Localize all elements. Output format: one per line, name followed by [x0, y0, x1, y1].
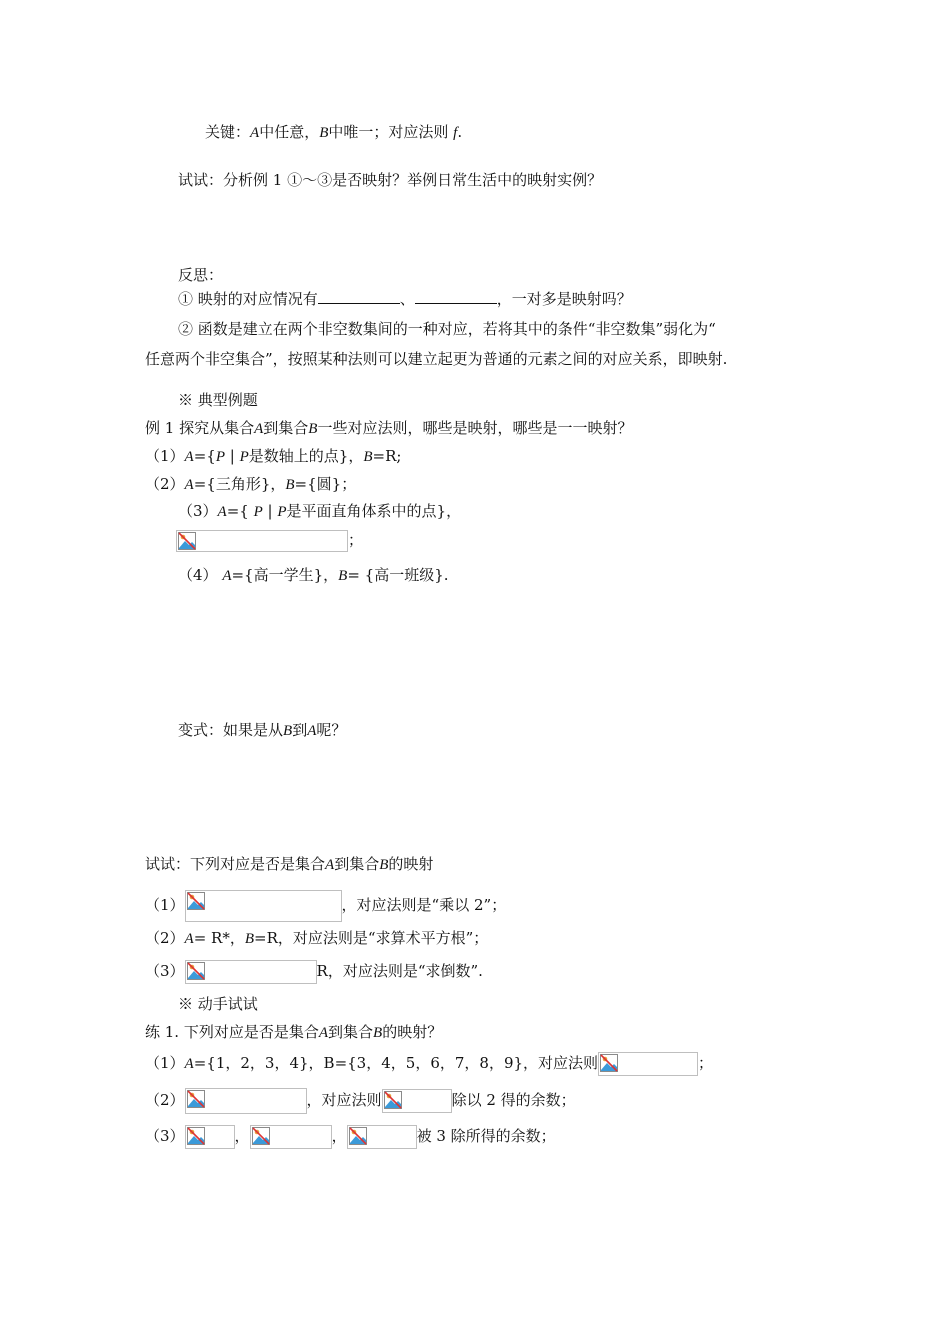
var-b: B	[244, 931, 255, 947]
var-p: P	[253, 504, 263, 520]
text: （2）	[145, 475, 185, 493]
broken-image-placeholder	[347, 1125, 417, 1149]
var-b: B	[308, 421, 318, 437]
var-b: B	[363, 449, 373, 465]
text: ，一对多是映射吗？	[496, 290, 632, 308]
practice1-title	[145, 1022, 442, 1043]
example1-item3-formula	[176, 530, 363, 552]
broken-image-icon	[187, 962, 205, 980]
example1-item4	[178, 565, 449, 586]
reflect-title	[178, 265, 223, 285]
text: 除以 2 得的余数；	[451, 1091, 576, 1109]
text: 一些对应法则，哪些是映射，哪些是一一映射？	[317, 419, 633, 437]
var-a: A	[184, 931, 194, 947]
text: ，	[331, 1127, 347, 1145]
example1-item2	[145, 474, 356, 495]
try2-item2	[145, 928, 488, 949]
try2-item3	[145, 960, 483, 984]
broken-image-icon	[187, 1090, 205, 1108]
text: （2）	[145, 929, 185, 947]
text: |	[225, 447, 240, 465]
text: =R;	[372, 447, 402, 465]
text: R，对应法则是“求倒数”.	[316, 962, 483, 980]
example1-item3	[178, 501, 461, 522]
var-f: f	[453, 125, 458, 141]
text: 到集合	[263, 419, 309, 437]
broken-image-icon	[252, 1127, 270, 1145]
fill-blank[interactable]	[415, 289, 497, 304]
var-a: A	[217, 504, 227, 520]
text: ={三角形}，	[193, 475, 286, 493]
text: 呢？	[316, 721, 347, 739]
var-b: B	[319, 125, 329, 141]
text: ={圆}；	[294, 475, 357, 493]
text: （1）	[145, 1054, 185, 1072]
text: 关键：	[205, 123, 251, 141]
text: 的映射？	[382, 1023, 443, 1041]
try2-item1	[145, 890, 506, 922]
text: 练 1. 下列对应是否是集合	[145, 1023, 319, 1041]
text: 被 3 除所得的余数；	[416, 1127, 556, 1145]
text: ={高一学生}，	[231, 566, 339, 584]
broken-image-icon	[349, 1127, 367, 1145]
text: .	[457, 123, 463, 141]
var-b: B	[379, 857, 389, 873]
var-a: A	[222, 568, 232, 584]
text: （4）	[178, 566, 223, 584]
var-a: A	[307, 723, 317, 739]
broken-image-placeholder	[250, 1125, 332, 1149]
section-heading: ※ 典型例题	[178, 391, 258, 409]
key-line	[205, 122, 462, 143]
text: ，对应法则是“乘以 2”；	[341, 896, 507, 914]
text: =R，对应法则是“求算术平方根”；	[254, 929, 489, 947]
text: （3）	[178, 502, 218, 520]
var-a: A	[250, 125, 260, 141]
text: 例 1 探究从集合	[145, 419, 255, 437]
var-a: A	[184, 477, 194, 493]
text: （3）	[145, 962, 185, 980]
var-a: A	[254, 421, 264, 437]
text: （1）	[145, 896, 185, 914]
text: 到集合	[328, 1023, 374, 1041]
reflect-item2	[178, 319, 716, 339]
text: 是平面直角体系中的点}，	[286, 502, 462, 520]
text: ={1，2，3，4}，B={3，4，5，6，7，8，9}，对应法则	[193, 1054, 599, 1072]
text: 到	[292, 721, 308, 739]
text: 变式：如果是从	[178, 721, 284, 739]
text: 中唯一；对应法则	[328, 123, 449, 141]
text: ；	[698, 1054, 714, 1072]
var-b: B	[285, 477, 295, 493]
text: 反思：	[178, 266, 224, 284]
text: = R*，	[193, 929, 245, 947]
text: ，对应法则	[306, 1091, 382, 1109]
text: 是数轴上的点}，	[248, 447, 364, 465]
var-p: P	[215, 449, 226, 465]
broken-image-placeholder	[185, 890, 342, 922]
broken-image-icon	[187, 892, 205, 910]
var-a: A	[318, 1025, 329, 1041]
text: |	[262, 502, 278, 520]
broken-image-placeholder	[176, 530, 348, 552]
text: 、	[399, 290, 415, 308]
broken-image-icon	[600, 1054, 618, 1072]
text: ；	[348, 531, 364, 549]
broken-image-icon	[187, 1127, 205, 1145]
broken-image-placeholder	[185, 1125, 235, 1149]
text: ① 映射的对应情况有	[178, 290, 318, 308]
text: ={	[226, 502, 254, 520]
var-b: B	[373, 1025, 383, 1041]
text: 的映射	[388, 855, 434, 873]
section-typical-examples	[178, 390, 258, 410]
text: 到集合	[334, 855, 380, 873]
reflect-item1	[178, 289, 632, 309]
var-a: A	[184, 449, 194, 465]
broken-image-placeholder	[185, 960, 317, 984]
section-hands-on	[178, 994, 258, 1014]
broken-image-placeholder	[382, 1089, 452, 1113]
broken-image-placeholder	[598, 1052, 698, 1076]
text: 试试：下列对应是否是集合	[145, 855, 326, 873]
var-a: A	[184, 1056, 194, 1072]
text: 任意两个非空集合”，按照某种法则可以建立起更为普通的元素之间的对应关系，即映射.	[145, 350, 728, 368]
practice1-item1	[145, 1052, 713, 1076]
example1-item1	[145, 446, 401, 467]
var-b: B	[283, 723, 293, 739]
text: 中任意，	[259, 123, 320, 141]
text: ={	[193, 447, 216, 465]
var-p: P	[277, 504, 287, 520]
variant-line	[178, 720, 346, 741]
reflect-item2-cont	[145, 349, 727, 369]
broken-image-placeholder	[185, 1088, 307, 1114]
text: = {高一班级}.	[347, 566, 449, 584]
try2-title	[145, 854, 433, 875]
practice1-item2	[145, 1088, 576, 1114]
text: ② 函数是建立在两个非空数集间的一种对应，若将其中的条件“非空数集”弱化为“	[178, 320, 716, 338]
example1-intro	[145, 418, 632, 439]
var-p: P	[239, 449, 249, 465]
section-heading: ※ 动手试试	[178, 995, 258, 1013]
practice1-item3	[145, 1125, 556, 1149]
broken-image-icon	[178, 532, 196, 550]
fill-blank[interactable]	[318, 289, 400, 304]
broken-image-icon	[384, 1091, 402, 1109]
var-a: A	[325, 857, 335, 873]
var-b: B	[338, 568, 348, 584]
try1-text: 试试：分析例 1 ①～③是否映射？举例日常生活中的映射实例？	[178, 171, 603, 189]
text: （2）	[145, 1091, 185, 1109]
text: （1）	[145, 447, 185, 465]
try1-line	[178, 170, 602, 190]
text: （3）	[145, 1127, 185, 1145]
text: ，	[234, 1127, 250, 1145]
